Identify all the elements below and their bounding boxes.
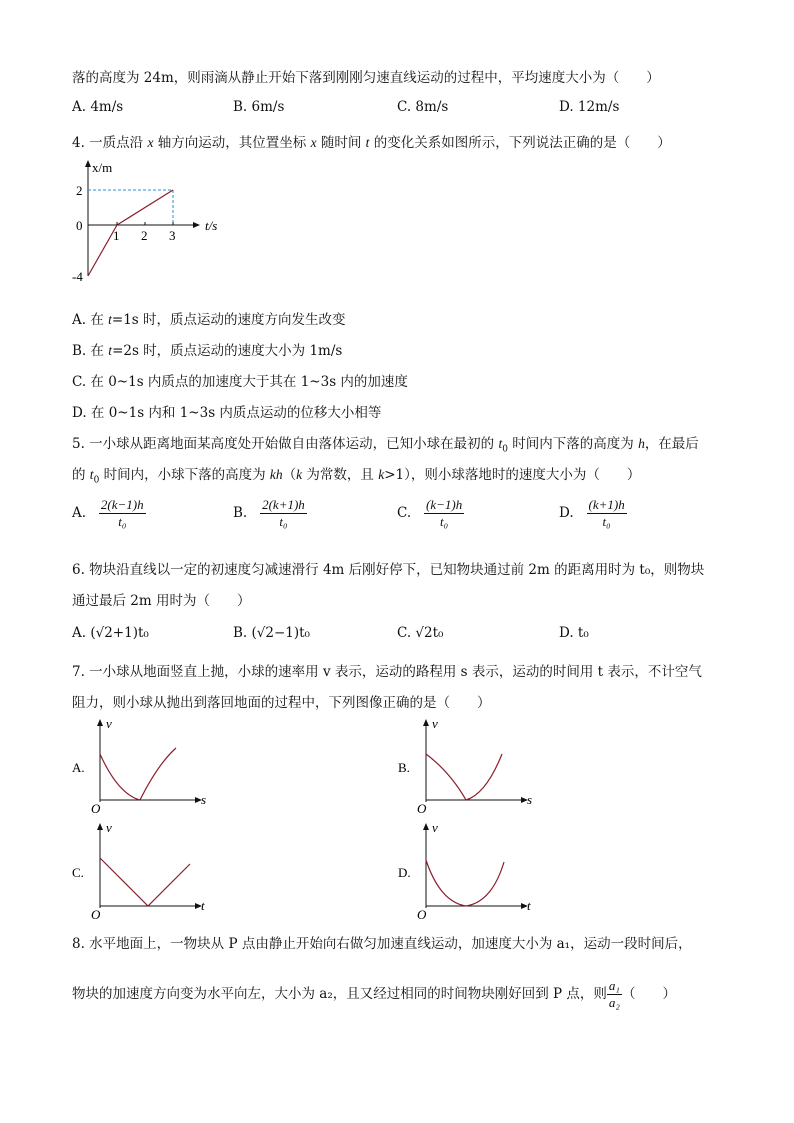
curve-a — [100, 748, 176, 800]
graph-c-label: C. — [72, 865, 84, 880]
curve-d — [426, 860, 504, 906]
xtick-2: 2 — [141, 228, 148, 243]
q5-option-b: B. $\frac{2(k+1)h}{\text{t₀}}$ — [233, 497, 305, 529]
q6-option-b: B. (√2−1)t₀ — [233, 625, 310, 641]
q7-graph-b — [392, 714, 542, 814]
q4-option-b: B. 在 t=2s 时，质点运动的速度大小为 1m/s — [72, 343, 343, 359]
q3-option-c: C. 8m/s — [397, 99, 449, 115]
y-axis-label: x/m — [92, 160, 113, 175]
q6-stem-line1: 6. 物块沿直线以一定的初速度匀减速滑行 4m 后刚好停下，已知物块通过前 2m 的距离用时为 t₀，则物块 — [72, 562, 705, 578]
q7-graph-c — [66, 820, 216, 924]
ratio-fraction: $\frac{\text{a₁}}{\text{a₂}}$ — [608, 978, 620, 1010]
q7-graph-a — [66, 714, 216, 814]
q4-option-c: C. 在 0~1s 内质点的加速度大于其在 1~3s 内的加速度 — [72, 374, 408, 390]
origin-label: O — [417, 801, 427, 814]
curve-b — [426, 754, 502, 800]
axis-t-label: t — [201, 898, 205, 913]
origin-label: O — [417, 907, 427, 922]
q7-stem-line2: 阻力，则小球从抛出到落回地面的过程中，下列图像正确的是（ ） — [72, 695, 491, 711]
graph-b-label: B. — [398, 760, 410, 775]
axis-v-label: v — [432, 716, 438, 731]
q3-option-d: D. 12m/s — [559, 99, 620, 115]
axis-s-label: s — [201, 792, 207, 807]
origin-label: O — [91, 907, 101, 922]
x-axis-label: t/s — [205, 218, 218, 233]
q6-stem-line2: 通过最后 2m 用时为（ ） — [72, 593, 251, 609]
axis-v-label: v — [106, 716, 112, 731]
ytick-neg4: -4 — [72, 269, 83, 284]
q6-option-a: A. (√2+1)t₀ — [72, 625, 149, 641]
q4-option-a: A. 在 t=1s 时，质点运动的速度方向发生改变 — [72, 312, 346, 328]
y-axis-arrow — [85, 160, 91, 167]
ytick-2: 2 — [76, 183, 83, 198]
origin-label: O — [91, 801, 101, 814]
q5-option-d: D. $\frac{(k+1)h}{\text{t₀}}$ — [559, 497, 625, 529]
axis-s-label: s — [527, 792, 533, 807]
q3-option-b: B. 6m/s — [233, 99, 285, 115]
xtick-1: 1 — [113, 228, 120, 243]
q3-option-a: A. 4m/s — [72, 99, 124, 115]
q3-stem-tail: 落的高度为 24m，则雨滴从静止开始下落到刚刚匀速直线运动的过程中，平均速度大小为（ ） — [72, 70, 660, 86]
x-axis-arrow — [193, 222, 200, 228]
q4-xt-graph — [72, 158, 242, 293]
axis-v-label: v — [106, 820, 112, 835]
curve-c — [100, 858, 190, 906]
q4-option-d: D. 在 0~1s 内和 1~3s 内质点运动的位移大小相等 — [72, 405, 382, 421]
q5-option-a: A. $\frac{2(k-1)h}{\text{t₀}}$ — [72, 497, 144, 529]
q6-option-c: C. √2t₀ — [397, 625, 444, 641]
q5-stem-line2: 的 $t_0$ 时间内，小球下落的高度为 kh（k 为常数，且 k>1），则小球落地时的速度大小为（ ） — [72, 467, 641, 486]
axis-t-label: t — [527, 898, 531, 913]
q6-option-d: D. t₀ — [559, 625, 589, 641]
q8-stem-line2: 物块的加速度方向变为水平向左，大小为 a₂，且又经过相同的时间物块刚好回到 P 点，则 $\frac{\text{a₁}}{\text{a₂}}$ （ ） — [72, 978, 676, 1010]
xtick-3: 3 — [169, 228, 176, 243]
q5-stem-line1: 5. 一小球从距离地面某高度处开始做自由落体运动，已知小球在最初的 $t_0$ 时间内下落的高度为 h，在最后 — [72, 436, 699, 455]
q4-stem: 4. 一质点沿 x 轴方向运动，其位置坐标 x 随时间 t 的变化关系如图所示，下列说法正确的是（ ） — [72, 135, 671, 151]
q7-graph-d — [392, 820, 542, 924]
q5-option-c: C. $\frac{(k-1)h}{\text{t₀}}$ — [397, 497, 463, 529]
q8-stem-line1: 8. 水平地面上，一物块从 P 点由静止开始向右做匀加速直线运动，加速度大小为 a₁，运动一段时间后， — [72, 936, 692, 952]
graph-a-label: A. — [72, 760, 85, 775]
axis-v-label: v — [432, 820, 438, 835]
xt-line — [88, 190, 173, 276]
q7-stem-line1: 7. 一小球从地面竖直上抛，小球的速率用 v 表示，运动的路程用 s 表示，运动的时间用 t 表示，不计空气 — [72, 664, 702, 680]
graph-d-label: D. — [398, 865, 411, 880]
ytick-0: 0 — [76, 218, 83, 233]
